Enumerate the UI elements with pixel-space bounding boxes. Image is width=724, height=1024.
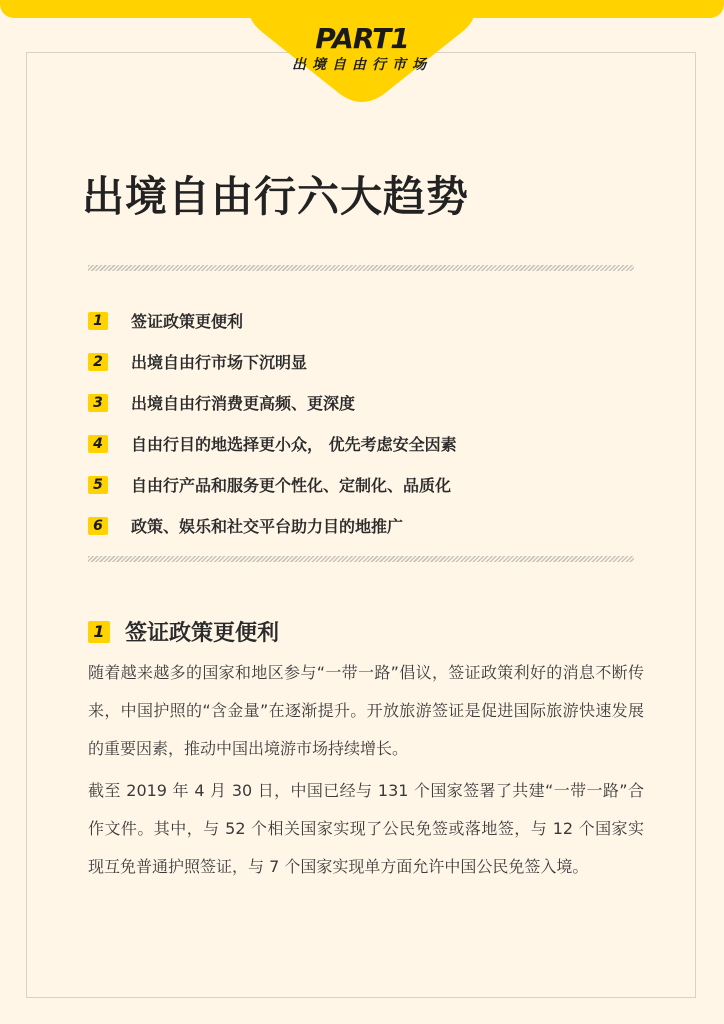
- divider-bottom: [88, 556, 634, 562]
- list-item: [88, 423, 648, 464]
- list-item-text: 自由行目的地选择更小众， 优先考虑安全因素: [131, 435, 457, 454]
- list-item: [88, 382, 648, 423]
- list-item-text: 签证政策更便利: [131, 312, 244, 331]
- list-item: [88, 341, 648, 382]
- list-item-text: 政策、娱乐和社交平台助力目的地推广: [131, 517, 404, 536]
- part-label: PART1: [315, 22, 409, 55]
- number-badge: 5: [88, 476, 108, 494]
- part-subtitle: 出境自由行市场: [292, 57, 432, 73]
- list-item-text: 自由行产品和服务更个性化、定制化、品质化: [131, 476, 452, 495]
- list-item-text: 出境自由行消费更高频、更深度: [131, 394, 356, 413]
- section-paragraph: 截至 2019 年 4 月 30 日，中国已经与 131 个国家签署了共建“一带一路”合作文件。其中，与 52 个相关国家实现了公民免签或落地签，与 12 个国家实现互免普通护照签证，与 7 个国家实现单方面允许中国公民免签入境。: [88, 781, 644, 876]
- number-badge: 4: [88, 435, 108, 453]
- number-badge: 3: [88, 394, 108, 412]
- trend-list: [88, 300, 648, 546]
- page-title: 出境自由行六大趋势: [82, 172, 470, 221]
- number-badge: 6: [88, 517, 108, 535]
- section-title: 签证政策更便利: [125, 621, 280, 646]
- list-item-text: 出境自由行市场下沉明显: [131, 353, 308, 372]
- section-paragraph: 随着越来越多的国家和地区参与“一带一路”倡议，签证政策利好的消息不断传来，中国护照的“含金量”在逐渐提升。开放旅游签证是促进国际旅游快速发展的重要因素，推动中国出境游市场持续增长。: [88, 663, 644, 758]
- section-heading: [88, 616, 279, 647]
- list-item: [88, 505, 648, 546]
- list-item: [88, 464, 648, 505]
- list-item: [88, 300, 648, 341]
- number-badge: 1: [88, 312, 108, 330]
- divider-top: [88, 265, 634, 271]
- number-badge: 1: [88, 621, 110, 643]
- number-badge: 2: [88, 353, 108, 371]
